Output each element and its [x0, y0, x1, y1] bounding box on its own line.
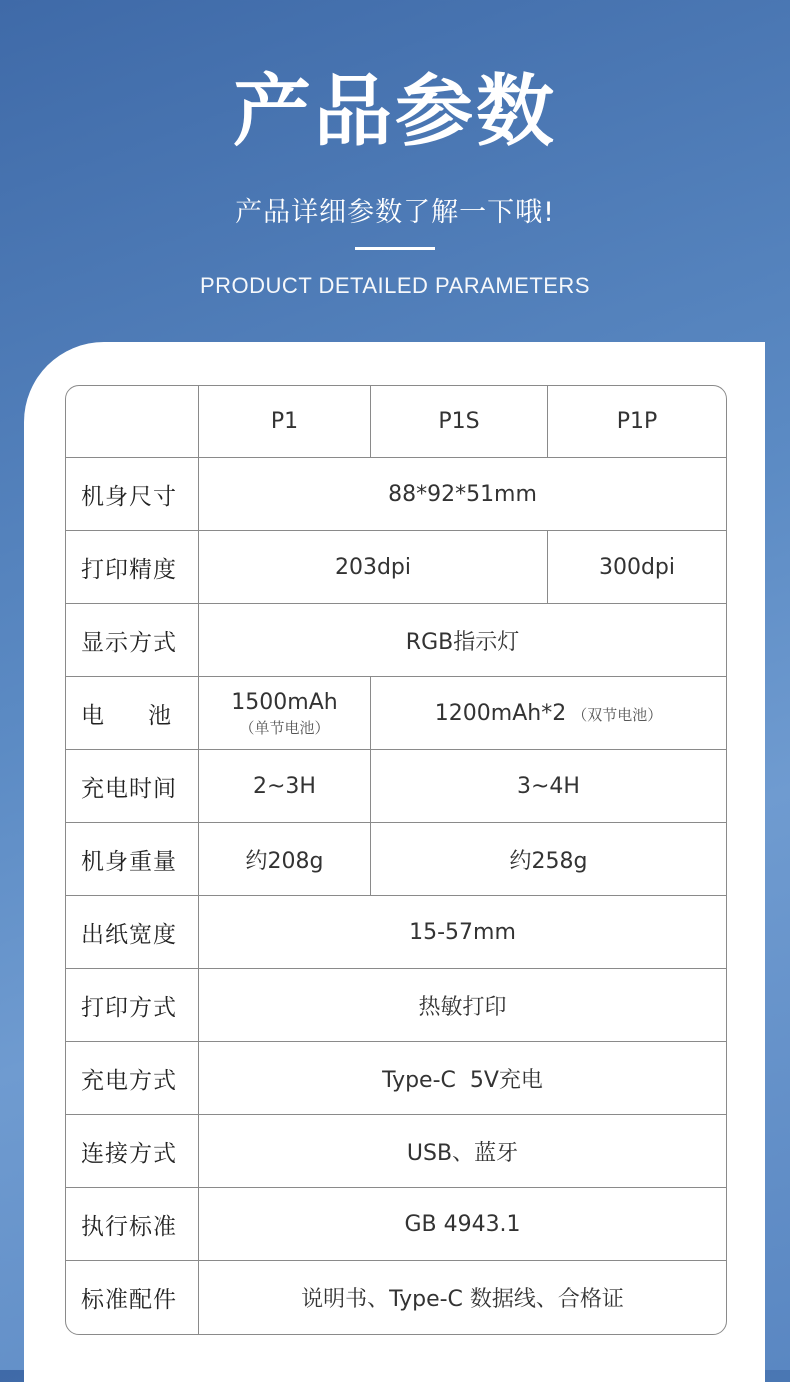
row-label-paper-width: 出纸宽度 [66, 896, 199, 969]
table-row [66, 604, 726, 677]
row-label-battery [66, 677, 199, 750]
row-label-print-method: 打印方式 [66, 969, 199, 1042]
row-label-accessories: 标准配件 [66, 1261, 199, 1334]
page-header [0, 0, 790, 340]
cell-connection: USB、蓝牙 [199, 1115, 726, 1188]
header-cell-empty [66, 386, 199, 458]
cell-body-size: 88*92*51mm [199, 458, 726, 531]
table-row [66, 969, 726, 1042]
row-label-connection: 连接方式 [66, 1115, 199, 1188]
row-label-display: 显示方式 [66, 604, 199, 677]
cell-paper-width: 15-57mm [199, 896, 726, 969]
table-row [66, 458, 726, 531]
cell-print-method: 热敏打印 [199, 969, 726, 1042]
cell-print-precision-p1p: 300dpi [548, 531, 726, 604]
table-header-row [66, 386, 726, 458]
row-label-charge-time: 充电时间 [66, 750, 199, 823]
cell-display: RGB指示灯 [199, 604, 726, 677]
battery-rest-value: 1200mAh*2 [434, 700, 567, 726]
table-row [66, 750, 726, 823]
header-cell-p1: P1 [199, 386, 371, 458]
table-row [66, 1115, 726, 1188]
cell-print-precision-p1-p1s: 203dpi [199, 531, 548, 604]
cell-standard: GB 4943.1 [199, 1188, 726, 1261]
cell-weight-p1: 约208g [199, 823, 371, 896]
row-label-print-precision: 打印精度 [66, 531, 199, 604]
table-row [66, 1042, 726, 1115]
battery-p1-note: （单节电池） [239, 719, 330, 737]
table-row [66, 677, 726, 750]
battery-rest-note: （双节电池） [572, 705, 663, 724]
cell-accessories: 说明书、Type-C 数据线、合格证 [301, 1287, 624, 1312]
page-title: 产品参数 [232, 67, 557, 157]
table-row [66, 531, 726, 604]
cell-charge-method: Type-C 5V充电 [199, 1042, 726, 1115]
row-label-charge-method: 充电方式 [66, 1042, 199, 1115]
row-label-standard: 执行标准 [66, 1188, 199, 1261]
cell-charge-time-p1: 2~3H [199, 750, 371, 823]
row-label-body-size: 机身尺寸 [66, 458, 199, 531]
table-row [66, 1188, 726, 1261]
row-label-weight: 机身重量 [66, 823, 199, 896]
page-subtitle: 产品详细参数了解一下哦! [235, 197, 555, 228]
cell-battery-rest [371, 677, 726, 750]
cell-weight-rest: 约258g [371, 823, 726, 896]
table-row [66, 896, 726, 969]
title-divider [355, 247, 435, 250]
cell-battery-p1 [199, 677, 371, 750]
header-cell-p1s: P1S [371, 386, 548, 458]
page-subtitle-english: PRODUCT DETAILED PARAMETERS [199, 273, 590, 298]
battery-label-char-2: 池 [148, 702, 172, 729]
battery-label-wrap [81, 697, 172, 730]
table-row [66, 1261, 726, 1334]
cell-charge-time-rest: 3~4H [371, 750, 726, 823]
battery-label-char-1: 电 [81, 702, 105, 729]
table-row [66, 823, 726, 896]
battery-p1-value: 1500mAh [231, 690, 338, 715]
header-cell-p1p: P1P [548, 386, 726, 458]
spec-table [65, 385, 727, 1335]
